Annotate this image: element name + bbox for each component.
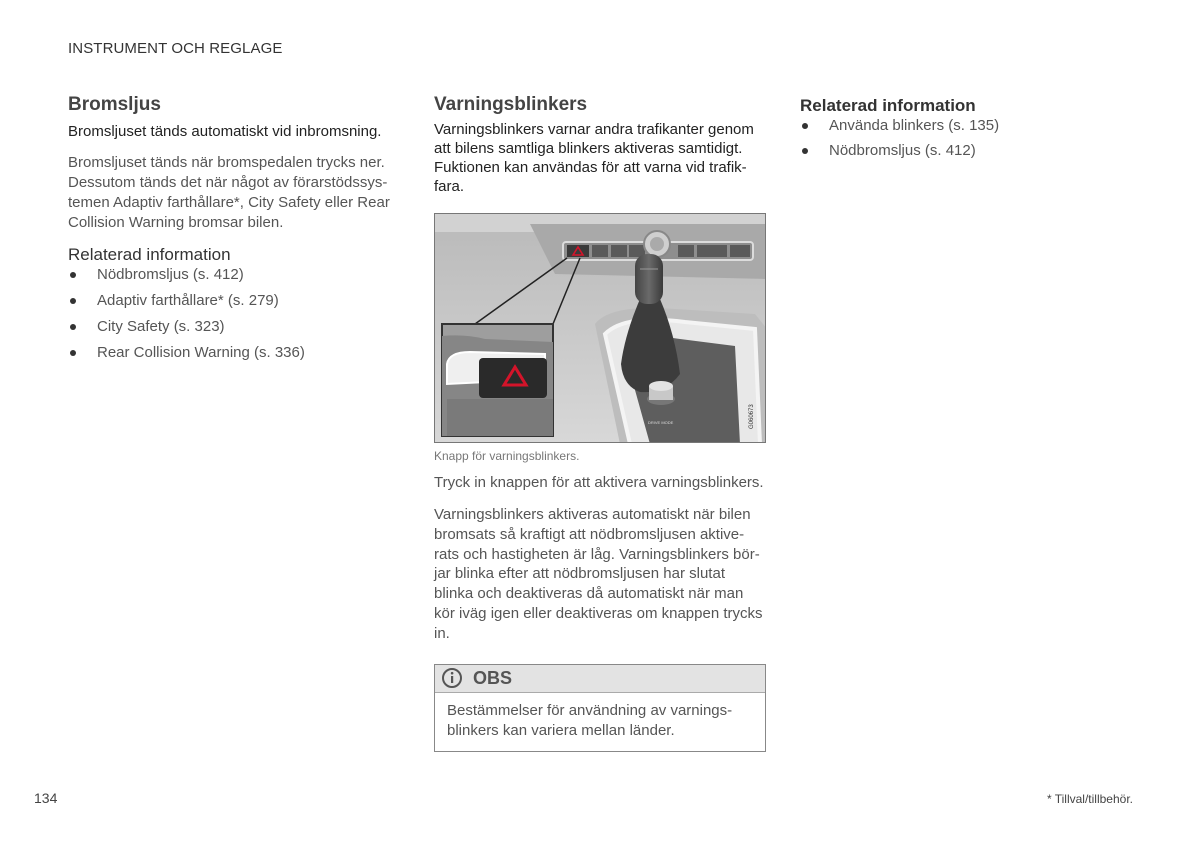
related-link[interactable]: Nödbromsljus (s. 412) xyxy=(800,141,1130,161)
body-line: temen Adaptiv farthållare*, City Safety eller Rear xyxy=(68,194,390,211)
hazard-lights-title: Varningsblinkers xyxy=(434,94,588,115)
obs-body xyxy=(435,693,765,751)
activation-instruction: Tryck in knappen för att aktivera varningsblinkers. xyxy=(434,474,764,491)
body-line: bromsats så kraftigt att nödbromsljusen aktive- xyxy=(434,525,745,543)
automatic-activation-text xyxy=(434,505,766,644)
body-line: blinka och deaktiveras då automatiskt när man xyxy=(434,585,744,603)
related-info-title: Relaterad information xyxy=(68,245,231,264)
page-number: 134 xyxy=(34,790,58,806)
related-link[interactable]: Nödbromsljus (s. 412) xyxy=(68,265,393,285)
body-line: Collision Warning bromsar bilen. xyxy=(68,214,284,231)
body-line: Bromsljuset tänds när bromspedalen trycks ner. xyxy=(68,154,385,171)
body-line: Dessutom tänds det när något av förarstödssys- xyxy=(68,174,388,191)
brake-light-body xyxy=(68,153,393,233)
related-list xyxy=(68,265,393,363)
obs-header xyxy=(435,665,765,693)
brake-light-lead: Bromsljuset tänds automatiskt vid inbromsning. xyxy=(68,123,382,140)
lead-line: att bilens samtliga blinkers aktiveras samtidigt. xyxy=(434,140,743,157)
related-link[interactable]: City Safety (s. 323) xyxy=(68,317,393,337)
related-list xyxy=(800,116,1130,161)
body-line: in. xyxy=(434,624,450,642)
lead-line: Fuktionen kan användas för att varna vid trafik- xyxy=(434,159,747,176)
related-info-title: Relaterad information xyxy=(800,96,976,115)
figure-code: G060673 xyxy=(749,404,755,429)
obs-line: blinkers kan variera mellan länder. xyxy=(447,721,675,739)
hazard-lights-section xyxy=(434,94,766,752)
console-illustration xyxy=(435,214,766,443)
figure-caption: Knapp för varningsblinkers. xyxy=(434,449,580,463)
section-header: INSTRUMENT OCH REGLAGE xyxy=(68,40,283,57)
brake-light-section xyxy=(68,94,393,363)
obs-line: Bestämmelser för användning av varnings- xyxy=(447,701,733,719)
related-link[interactable]: Adaptiv farthållare* (s. 279) xyxy=(68,291,393,311)
brake-light-title: Bromsljus xyxy=(68,94,161,115)
related-link[interactable]: Rear Collision Warning (s. 336) xyxy=(68,343,393,363)
related-info-section xyxy=(800,94,1130,161)
body-line: Varningsblinkers aktiveras automatiskt när bilen xyxy=(434,506,751,523)
hazard-button-figure xyxy=(434,213,766,443)
info-icon xyxy=(441,667,463,689)
body-line: rats och hastigheten är låg. Varningsblinkers bör- xyxy=(434,545,760,563)
body-line: kör iväg igen eller deaktiveras om knappen trycks xyxy=(434,604,763,622)
footnote: * Tillval/tillbehör. xyxy=(1046,792,1133,806)
related-link[interactable]: Använda blinkers (s. 135) xyxy=(800,116,1130,136)
drive-mode-label: DRIVE MODE xyxy=(648,420,674,425)
hazard-lights-lead xyxy=(434,120,766,196)
lead-line: fara. xyxy=(434,178,465,195)
body-line: jar blinka efter att nödbromsljusen har slutat xyxy=(434,565,725,583)
obs-note-box xyxy=(434,664,766,752)
obs-title: OBS xyxy=(473,667,513,688)
lead-line: Varningsblinkers varnar andra trafikanter genom xyxy=(434,121,754,138)
